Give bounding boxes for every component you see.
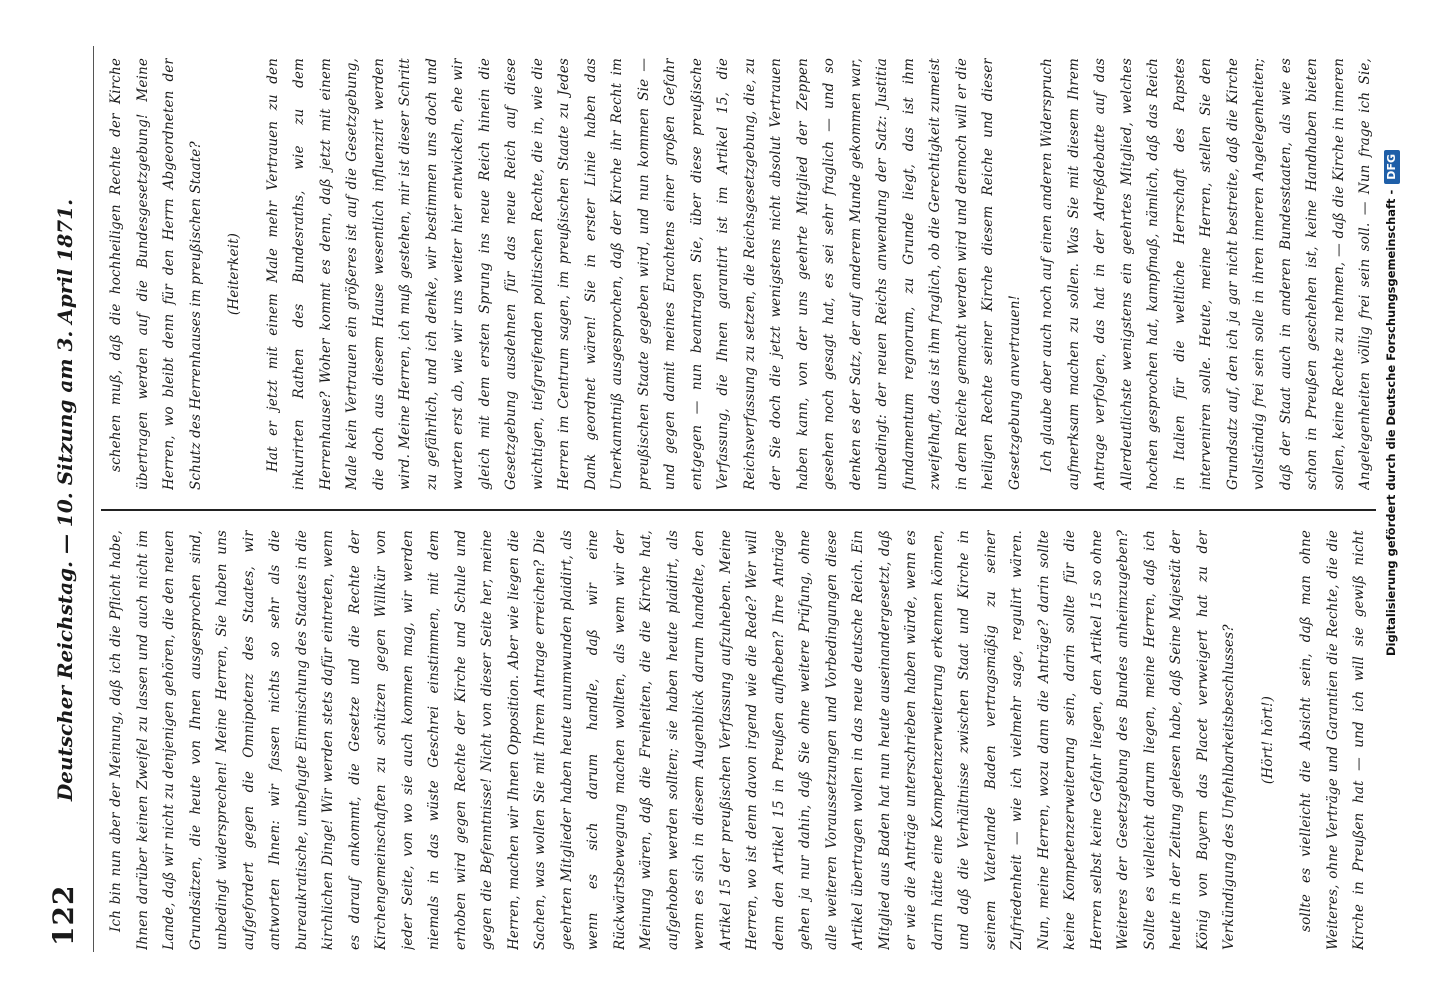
interjection: (Heiterkeit) (226, 232, 242, 316)
digitization-credit (1379, 150, 1403, 850)
running-header (41, 40, 91, 960)
paragraph: schehen muß, daß die hochheiligen Rechte der Kirche übertragen werden auf die Bundesgesetzgebung! Meine Herren, wo bleibt denn für den Herrn Abgeordneten der Schutz des Herrenhauses im preußischen Staate? (108, 58, 204, 490)
paragraph: Ich bin nun aber der Meinung, daß ich die Pflicht habe, Ihnen darüber keinen Zweifel zu lassen und auch nicht im Lande, daß wir nicht zu denjenigen gehören, die den neuen Grundsätzen, die heute von Ihnen ausgesprochen sind, unbedingt widersprechen! Meine Herren, Sie haben uns aufgefordert gegen die Omnipotenz des Staates, wir antworten Ihnen: wir fassen nichts so sehr als die bureaukratische, unbefugte Einmischung des Staates in die kirchlichen Dinge! Wir werden stets dafür eintreten, wenn es darauf ankommt, die Gesetze und die Rechte der Kirchengemeinschaften zu schützen gegen Willkür von jeder Seite, von wo sie auch kommen mag, wir werden niemals in das wüste Geschrei einstimmen, mit dem erhoben wird gegen Rechte der Kirche und Schule und gegen die Befenntnisse! Nicht von dieser Seite her, meine Herren, machen wir Ihnen Opposition. Aber wie liegen die Sachen, was wollen Sie mit Ihrem Antrage erreichen? Die geehrten Mitglieder haben heute unumwunden plaidirt, als wenn es sich darum handle, daß wir eine Rückwärtsbewegung machen wollten, als wenn wir der Meinung wären, daß die Freiheiten, die die Kirche hat, aufgehoben werden sollten; sie haben heute plaidirt, als wenn es sich in diesem Augenblick darum handelte, den Artikel 15 der preußischen Verfassung aufzuheben. Meine Herren, wo ist denn davon irgend wie die Rede? Wer will denn den Artikel 15 in Preußen aufheben? Ihre Anträge gehen ja nur dahin, daß Sie ohne weitere Prüfung, ohne alle weiteren Voraussetzungen und Vorbedingungen diese Artikel übertragen wollen in das neue deutsche Reich. Ein Mitglied aus Baden hat nun heute auseinandergesetzt, daß er wie die Anträge unterschrieben haben würde, wenn es darin hätte eine Kompetenzerweiterung erkennen können, und daß die Verhältnisse zwischen Staat und Kirche in seinem Vaterlande Baden vertragsmäßig zu seiner Zufriedenheit — wie ich vielmehr sage, regulirt wären. Nun, meine Herren, wozu dann die Anträge? darin sollte keine Kompetenzerweiterung sein, darin sollte für die Herren selbst keine Gefahr liegen, den Artikel 15 so ohne Weiteres der Gesetzgebung des Bundes anheimzugeben? Sollte es vielleicht darum liegen, meine Herren, daß ich heute in der Zeitung gelesen habe, daß Seine Majestät der König von Bayern das Placet verweigert hat zu der Verkündigung des Unfehlbarkeitsbeschlusses? (108, 530, 1237, 950)
paragraph: Ich glaube aber auch noch auf einen anderen Widerspruch aufmerksam machen zu sollen. Was Sie mit diesem Ihrem Antrage verfolgen, das hat in der Adreßdebatte auf das Allerdeutlichste wenigstens ein geehrtes Mitglied, welches hochen gesprochen hat, kampfmaß, nämlich, daß das Reich in Italien für die weltliche Herrschaft des Papstes interveniren solle. Heute, meine Herren, stellen Sie den Grundsatz auf, den ich ja gar nicht bestreite, daß die Kirche vollständig frei sein solle in ihren inneren Angelegenheiten; daß der Staat auch in anderen Bundesstaaten, als wie es schon in Preußen geschehen ist, keine Handhaben bieten sollen, keine Rechte zu nehmen, — daß die Kirche in inneren Angelegenheiten völlig frei sein soll. — Nun frage ich Sie, (1039, 58, 1373, 490)
paragraph: sollte es vielleicht die Absicht sein, daß man ohne Weiteres, ohne Verträge und Garantien die Rechte, die die Kirche in Preußen hat — und ich will sie gewiß nicht (1298, 530, 1367, 950)
page-title: Deutscher Reichstag. — 10. Sitzung am 3. April 1871. (53, 198, 77, 802)
column-rule (101, 509, 1376, 511)
credit-text: Digitalisierung gefördert durch die Deutsche Forschungsgemeinschaft - (1384, 189, 1398, 657)
paragraph: Hat er jetzt mit einem Male mehr Vertrauen zu den inkurirten Rathen des Bundesraths, wie zu dem Herrenhause? Woher kommt es denn, daß jetzt mit einem Male kein Vertrauen ein größeres ist auf die Gesetzgebung, die doch aus diesem Hause wesentlich influenzirt werden wird. Meine Herren, ich muß gestehen, mir ist dieser Schritt zu gefährlich, und ich denke, wir bestimmen uns doch und warten erst ab, wie wir uns weiter hier entwickeln, ehe wir gleich mit dem ersten Sprung ins neue Reich hinein die Gesetzgebung ausdehnen für das neue Reich auf diese wichtigen, tiefgreifenden politischen Rechte, die in, wie die Herren im Centrum sagen, im preußischen Staate zu Jedes Dank geordnet wären! Sie in erster Linie haben das Unerkanntniß ausgesprochen, daß der Kirche ihr Recht im preußischen Staate gegeben wird, und nun kommen Sie — und gegen damit meines Erachtens einer großen Gefahr entgegen — nun beantragen Sie, über diese preußische Verfassung, die Ihnen garantirt ist im Artikel 15, die Reichsverfassung zu setzen, die Reichsgesetzgebung, die, zu der Sie doch die jetzt wenigstens nicht absolut Vertrauen haben kann, von der uns geehrte Mitglied der Zeppen gesehen noch gesagt hat, es sei sehr fraglich — und so denken es der Satz, der auf anderem Munde gekommen war, unbedingt: der neuen Reichs anwendung der Satz: Justitia fundamentum regnorum, zu Grunde liegt, das ist ihm zweifelhaft, das ist ihm fraglich, ob die Gerechtigkeit zumeist in dem Reiche gemacht werden wird und dennoch will er die heiligen Rechte seiner Kirche diesem Reiche und dieser Gesetzgebung anvertrauen! (264, 58, 1023, 490)
left-column (103, 530, 1373, 950)
right-column (103, 58, 1373, 490)
dfg-logo: DFG (1384, 150, 1400, 184)
interjection: (Hört! hört!) (1259, 695, 1276, 785)
header-rule (93, 46, 94, 952)
document-page (41, 40, 1391, 960)
page-number: 122 (47, 884, 80, 946)
